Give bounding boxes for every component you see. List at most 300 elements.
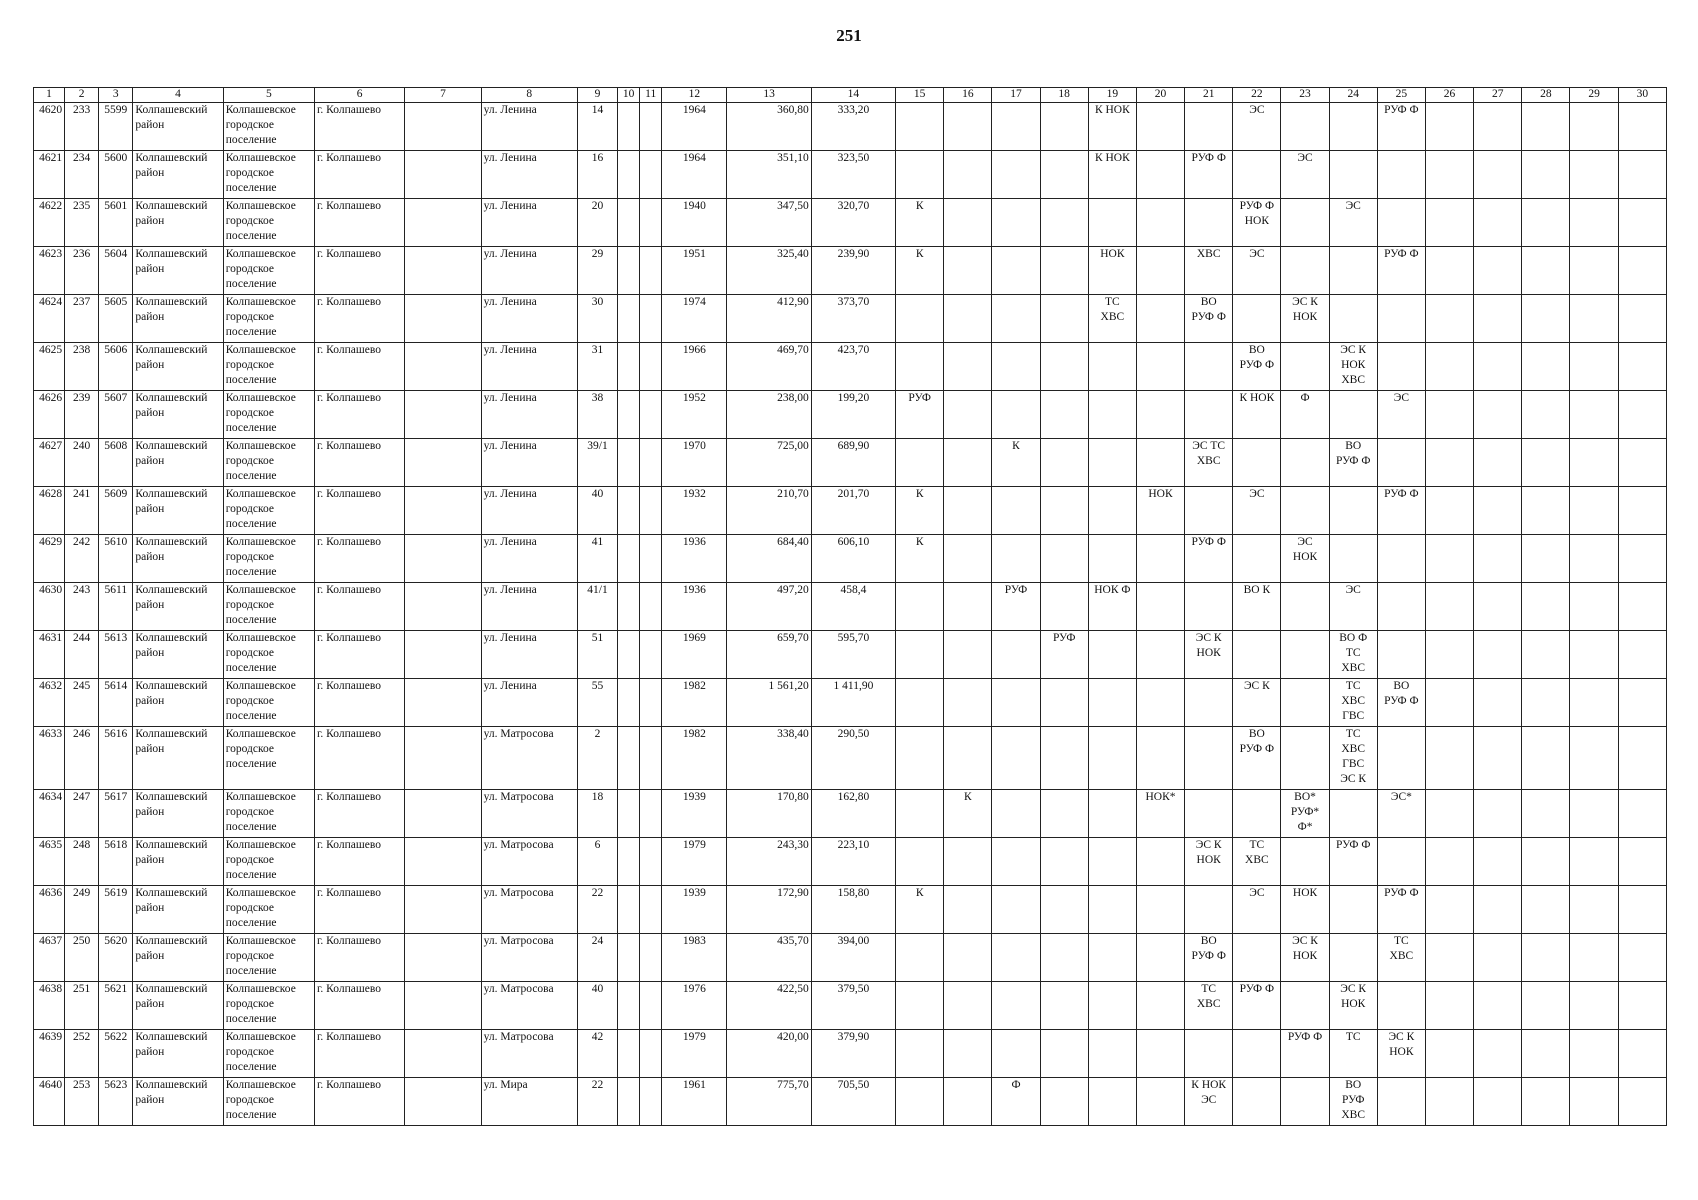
work-cell-col-18 (1040, 679, 1088, 727)
work-cell-col-29 (1570, 1030, 1618, 1078)
living-area-cell-text: 458,4 (840, 584, 867, 596)
work-code-text: ЭС ТС ХВС (1192, 440, 1226, 467)
district-cell-text: Колпашевский район (135, 680, 208, 707)
settlement-cell (223, 886, 314, 934)
settlement-cell (223, 838, 314, 886)
living-area-cell-text: 595,70 (837, 632, 870, 644)
work-cell-col-24 (1329, 199, 1377, 247)
registry-id (99, 583, 133, 631)
work-code-text: РУФ Ф (1384, 488, 1419, 500)
locality-cell (315, 439, 405, 487)
work-cell-col-15 (896, 247, 944, 295)
year-built-cell (662, 103, 727, 151)
work-cell-col-22 (1233, 1030, 1281, 1078)
record-number (34, 1078, 65, 1126)
locality-cell (315, 535, 405, 583)
street-cell (481, 199, 577, 247)
settlement-cell-text: Колпашевское городское поселение (225, 152, 296, 194)
registry-id-text: 5604 (104, 248, 128, 260)
settlement-cell (223, 295, 314, 343)
registry-id-text: 5622 (104, 1031, 128, 1043)
empty-cell (405, 934, 481, 982)
work-cell-col-29 (1570, 151, 1618, 199)
street-cell (481, 439, 577, 487)
work-cell-col-16 (944, 343, 992, 391)
work-cell-col-26 (1425, 103, 1473, 151)
empty-cell (618, 199, 640, 247)
work-cell-col-21 (1185, 1078, 1233, 1126)
settlement-cell-text: Колпашевское городское поселение (225, 200, 296, 242)
work-cell-col-23 (1281, 583, 1329, 631)
empty-cell (405, 1030, 481, 1078)
column-header-27: 27 (1474, 88, 1522, 103)
empty-cell (618, 583, 640, 631)
work-code-text: ЭС К НОК (1340, 983, 1367, 1010)
empty-cell (405, 982, 481, 1030)
work-cell-col-27 (1474, 199, 1522, 247)
record-number-text: 4626 (39, 392, 63, 404)
locality-cell-text: г. Колпашево (317, 392, 381, 404)
total-area-cell (727, 838, 811, 886)
work-cell-col-22 (1233, 295, 1281, 343)
work-cell-col-27 (1474, 343, 1522, 391)
work-cell-col-20 (1136, 583, 1184, 631)
year-built-cell-text: 1951 (682, 248, 706, 260)
work-cell-col-16 (944, 199, 992, 247)
locality-cell (315, 727, 405, 790)
work-code-text: РУФ Ф НОК (1239, 200, 1275, 227)
work-code-text: К НОК (1094, 104, 1130, 116)
house-number-cell-text: 6 (594, 839, 601, 851)
year-built-cell-text: 1982 (682, 728, 706, 740)
work-cell-col-27 (1474, 535, 1522, 583)
work-cell-col-24 (1329, 247, 1377, 295)
work-cell-col-17 (992, 934, 1040, 982)
work-cell-col-26 (1425, 1030, 1473, 1078)
work-cell-col-15 (896, 439, 944, 487)
locality-cell-text: г. Колпашево (317, 632, 381, 644)
work-code-text: РУФ Ф (1191, 536, 1226, 548)
house-number-cell (577, 1078, 617, 1126)
district-cell-text: Колпашевский район (135, 584, 208, 611)
work-cell-col-30 (1618, 1078, 1666, 1126)
living-area-cell-text: 423,70 (837, 344, 870, 356)
work-cell-col-18 (1040, 343, 1088, 391)
living-area-cell-text: 1 411,90 (833, 680, 874, 692)
work-cell-col-18 (1040, 103, 1088, 151)
column-header-7: 7 (405, 88, 481, 103)
street-cell (481, 631, 577, 679)
work-cell-col-16 (944, 727, 992, 790)
work-cell-col-20 (1136, 1030, 1184, 1078)
district-cell-text: Колпашевский район (135, 248, 208, 275)
house-number-cell (577, 103, 617, 151)
work-cell-col-15 (896, 535, 944, 583)
record-number-text: 4635 (39, 839, 63, 851)
work-cell-col-28 (1522, 1030, 1570, 1078)
local-number (65, 151, 99, 199)
work-cell-col-22 (1233, 343, 1281, 391)
work-cell-col-22 (1233, 391, 1281, 439)
house-number-cell-text: 41/1 (587, 584, 608, 596)
total-area-cell-text: 435,70 (777, 935, 809, 947)
settlement-cell (223, 982, 314, 1030)
work-cell-col-21 (1185, 982, 1233, 1030)
total-area-cell (727, 439, 811, 487)
year-built-cell (662, 1030, 727, 1078)
house-number-cell (577, 247, 617, 295)
empty-cell (640, 199, 662, 247)
work-cell-col-17 (992, 487, 1040, 535)
work-code-text: НОК (1148, 488, 1173, 500)
house-number-cell-text: 51 (591, 632, 604, 644)
work-cell-col-22 (1233, 487, 1281, 535)
work-code-text: ЭС (1249, 887, 1265, 899)
year-built-cell-text: 1970 (682, 440, 706, 452)
work-code-text: НОК* (1145, 791, 1176, 803)
district-cell-text: Колпашевский район (135, 344, 208, 371)
total-area-cell-text: 659,70 (777, 632, 809, 644)
work-code-text: Ф (1011, 1079, 1021, 1091)
street-cell-text: ул. Матросова (483, 887, 554, 899)
work-cell-col-17 (992, 790, 1040, 838)
living-area-cell (811, 199, 895, 247)
empty-cell (640, 838, 662, 886)
work-cell-col-24 (1329, 439, 1377, 487)
house-number-cell (577, 439, 617, 487)
record-number-text: 4634 (39, 791, 63, 803)
living-area-cell-text: 201,70 (837, 488, 870, 500)
total-area-cell (727, 247, 811, 295)
work-cell-col-23 (1281, 439, 1329, 487)
empty-cell (640, 103, 662, 151)
work-cell-col-16 (944, 439, 992, 487)
settlement-cell-text: Колпашевское городское поселение (225, 728, 296, 770)
house-number-cell-text: 42 (591, 1031, 604, 1043)
column-header-15: 15 (896, 88, 944, 103)
year-built-cell-text: 1936 (682, 584, 706, 596)
work-cell-col-25 (1377, 1030, 1425, 1078)
work-cell-col-30 (1618, 583, 1666, 631)
work-cell-col-15 (896, 103, 944, 151)
local-number-text: 235 (73, 200, 91, 212)
work-cell-col-21 (1185, 535, 1233, 583)
locality-cell (315, 583, 405, 631)
street-cell (481, 583, 577, 631)
registry-id-text: 5613 (104, 632, 128, 644)
locality-cell (315, 934, 405, 982)
empty-cell (405, 439, 481, 487)
living-area-cell-text: 705,50 (837, 1079, 870, 1091)
registry-id-text: 5616 (104, 728, 128, 740)
work-cell-col-24 (1329, 679, 1377, 727)
work-cell-col-17 (992, 679, 1040, 727)
empty-cell (640, 1078, 662, 1126)
column-header-19: 19 (1088, 88, 1136, 103)
table-row (34, 199, 1667, 247)
column-header-13: 13 (727, 88, 811, 103)
living-area-cell-text: 320,70 (837, 200, 870, 212)
work-cell-col-21 (1185, 934, 1233, 982)
street-cell (481, 247, 577, 295)
local-number-text: 249 (73, 887, 91, 899)
work-cell-col-27 (1474, 295, 1522, 343)
work-cell-col-27 (1474, 439, 1522, 487)
local-number (65, 391, 99, 439)
work-cell-col-16 (944, 151, 992, 199)
work-cell-col-29 (1570, 535, 1618, 583)
column-header-8: 8 (481, 88, 577, 103)
record-number-text: 4627 (39, 440, 63, 452)
house-number-cell (577, 1030, 617, 1078)
empty-cell (640, 151, 662, 199)
work-cell-col-28 (1522, 535, 1570, 583)
record-number (34, 343, 65, 391)
total-area-cell (727, 103, 811, 151)
record-number-text: 4637 (39, 935, 63, 947)
work-cell-col-17 (992, 583, 1040, 631)
total-area-cell (727, 199, 811, 247)
living-area-cell (811, 391, 895, 439)
street-cell (481, 535, 577, 583)
record-number (34, 1030, 65, 1078)
total-area-cell-text: 775,70 (777, 1079, 809, 1091)
year-built-cell (662, 247, 727, 295)
work-cell-col-19 (1088, 1030, 1136, 1078)
work-code-text: ВО Ф ТС ХВС (1339, 632, 1368, 674)
column-header-12: 12 (662, 88, 727, 103)
work-cell-col-20 (1136, 439, 1184, 487)
local-number-text: 244 (73, 632, 91, 644)
street-cell (481, 982, 577, 1030)
empty-cell (618, 886, 640, 934)
house-number-cell (577, 631, 617, 679)
work-cell-col-27 (1474, 583, 1522, 631)
total-area-cell-text: 684,40 (777, 536, 809, 548)
registry-id (99, 631, 133, 679)
total-area-cell (727, 391, 811, 439)
work-cell-col-20 (1136, 295, 1184, 343)
work-cell-col-23 (1281, 631, 1329, 679)
empty-cell (640, 727, 662, 790)
locality-cell (315, 631, 405, 679)
work-cell-col-27 (1474, 487, 1522, 535)
settlement-cell-text: Колпашевское городское поселение (225, 440, 296, 482)
local-number-text: 237 (73, 296, 91, 308)
empty-cell (405, 631, 481, 679)
record-number-text: 4640 (39, 1079, 63, 1091)
empty-cell (640, 1030, 662, 1078)
work-code-text: ТС ХВС (1100, 296, 1125, 323)
locality-cell (315, 487, 405, 535)
table-row (34, 838, 1667, 886)
settlement-cell-text: Колпашевское городское поселение (225, 887, 296, 929)
table-body (34, 103, 1667, 1126)
work-code-text: ВО* РУФ* Ф* (1290, 791, 1320, 833)
work-cell-col-22 (1233, 535, 1281, 583)
registry-id (99, 199, 133, 247)
work-cell-col-28 (1522, 583, 1570, 631)
work-code-text: РУФ Ф (1239, 983, 1275, 995)
work-cell-col-15 (896, 1030, 944, 1078)
work-cell-col-17 (992, 1030, 1040, 1078)
work-cell-col-30 (1618, 679, 1666, 727)
registry-id (99, 982, 133, 1030)
work-cell-col-28 (1522, 679, 1570, 727)
work-cell-col-20 (1136, 391, 1184, 439)
work-cell-col-15 (896, 391, 944, 439)
district-cell (133, 391, 223, 439)
work-cell-col-18 (1040, 583, 1088, 631)
district-cell (133, 103, 223, 151)
settlement-cell-text: Колпашевское городское поселение (225, 1079, 296, 1121)
work-cell-col-20 (1136, 1078, 1184, 1126)
work-cell-col-19 (1088, 934, 1136, 982)
district-cell-text: Колпашевский район (135, 839, 208, 866)
column-header-1: 1 (34, 88, 65, 103)
locality-cell-text: г. Колпашево (317, 680, 381, 692)
year-built-cell (662, 1078, 727, 1126)
living-area-cell (811, 343, 895, 391)
empty-cell (618, 535, 640, 583)
empty-cell (618, 727, 640, 790)
work-cell-col-19 (1088, 1078, 1136, 1126)
column-header-23: 23 (1281, 88, 1329, 103)
work-cell-col-26 (1425, 631, 1473, 679)
work-cell-col-26 (1425, 583, 1473, 631)
street-cell-text: ул. Ленина (483, 440, 537, 452)
work-cell-col-25 (1377, 679, 1425, 727)
house-number-cell-text: 18 (591, 791, 604, 803)
work-cell-col-21 (1185, 1030, 1233, 1078)
work-cell-col-15 (896, 727, 944, 790)
work-cell-col-30 (1618, 247, 1666, 295)
work-code-text: ЭС К НОК (1292, 935, 1318, 962)
work-cell-col-18 (1040, 934, 1088, 982)
work-cell-col-26 (1425, 343, 1473, 391)
empty-cell (618, 391, 640, 439)
work-code-text: ЭС (1393, 392, 1410, 404)
work-cell-col-25 (1377, 439, 1425, 487)
empty-cell (618, 343, 640, 391)
house-number-cell-text: 31 (591, 344, 604, 356)
work-cell-col-21 (1185, 727, 1233, 790)
work-cell-col-28 (1522, 631, 1570, 679)
total-area-cell (727, 295, 811, 343)
registry-id-text: 5621 (104, 983, 128, 995)
house-number-cell (577, 487, 617, 535)
local-number-text: 253 (73, 1079, 91, 1091)
total-area-cell (727, 343, 811, 391)
registry-id-text: 5620 (104, 935, 128, 947)
work-cell-col-16 (944, 535, 992, 583)
work-cell-col-21 (1185, 103, 1233, 151)
empty-cell (640, 487, 662, 535)
registry-id (99, 151, 133, 199)
work-cell-col-15 (896, 982, 944, 1030)
work-cell-col-25 (1377, 295, 1425, 343)
year-built-cell-text: 1969 (682, 632, 706, 644)
total-area-cell-text: 412,90 (777, 296, 809, 308)
settlement-cell-text: Колпашевское городское поселение (225, 104, 296, 146)
column-header-3: 3 (99, 88, 133, 103)
work-cell-col-18 (1040, 535, 1088, 583)
record-number-text: 4624 (39, 296, 63, 308)
registry-id-text: 5611 (104, 584, 128, 596)
locality-cell-text: г. Колпашево (317, 1079, 381, 1091)
year-built-cell (662, 583, 727, 631)
district-cell (133, 1030, 223, 1078)
street-cell-text: ул. Ленина (483, 488, 537, 500)
street-cell (481, 886, 577, 934)
record-number-text: 4630 (39, 584, 63, 596)
work-cell-col-25 (1377, 103, 1425, 151)
work-cell-col-27 (1474, 982, 1522, 1030)
work-cell-col-20 (1136, 103, 1184, 151)
locality-cell-text: г. Колпашево (317, 584, 381, 596)
work-cell-col-24 (1329, 1078, 1377, 1126)
work-cell-col-22 (1233, 790, 1281, 838)
registry-id (99, 535, 133, 583)
record-number-text: 4628 (39, 488, 63, 500)
work-cell-col-20 (1136, 151, 1184, 199)
work-code-text: К (915, 200, 924, 212)
empty-cell (618, 790, 640, 838)
year-built-cell-text: 1952 (682, 392, 706, 404)
work-cell-col-25 (1377, 1078, 1425, 1126)
local-number-text: 246 (73, 728, 91, 740)
total-area-cell-text: 422,50 (777, 983, 809, 995)
living-area-cell (811, 535, 895, 583)
work-cell-col-19 (1088, 487, 1136, 535)
year-built-cell (662, 727, 727, 790)
work-cell-col-25 (1377, 535, 1425, 583)
work-code-text: ВО К (1243, 584, 1271, 596)
total-area-cell-text: 172,90 (777, 887, 809, 899)
living-area-cell (811, 838, 895, 886)
empty-cell (405, 727, 481, 790)
street-cell (481, 487, 577, 535)
work-cell-col-21 (1185, 343, 1233, 391)
district-cell-text: Колпашевский район (135, 536, 208, 563)
total-area-cell-text: 238,00 (777, 392, 809, 404)
work-cell-col-28 (1522, 838, 1570, 886)
work-cell-col-15 (896, 679, 944, 727)
district-cell (133, 199, 223, 247)
column-header-30: 30 (1618, 88, 1666, 103)
empty-cell (640, 790, 662, 838)
empty-cell (640, 391, 662, 439)
total-area-cell (727, 982, 811, 1030)
work-cell-col-30 (1618, 487, 1666, 535)
total-area-cell (727, 727, 811, 790)
empty-cell (618, 1078, 640, 1126)
district-cell-text: Колпашевский район (135, 1031, 208, 1058)
work-cell-col-19 (1088, 631, 1136, 679)
work-cell-col-15 (896, 151, 944, 199)
street-cell (481, 391, 577, 439)
work-code-text: РУФ Ф (1287, 1031, 1323, 1043)
work-cell-col-25 (1377, 391, 1425, 439)
house-number-cell (577, 838, 617, 886)
work-code-text: ТС ХВС ГВС (1341, 680, 1366, 722)
street-cell-text: ул. Ленина (483, 152, 537, 164)
work-cell-col-27 (1474, 631, 1522, 679)
work-cell-col-16 (944, 583, 992, 631)
street-cell (481, 838, 577, 886)
table-row (34, 343, 1667, 391)
district-cell (133, 487, 223, 535)
